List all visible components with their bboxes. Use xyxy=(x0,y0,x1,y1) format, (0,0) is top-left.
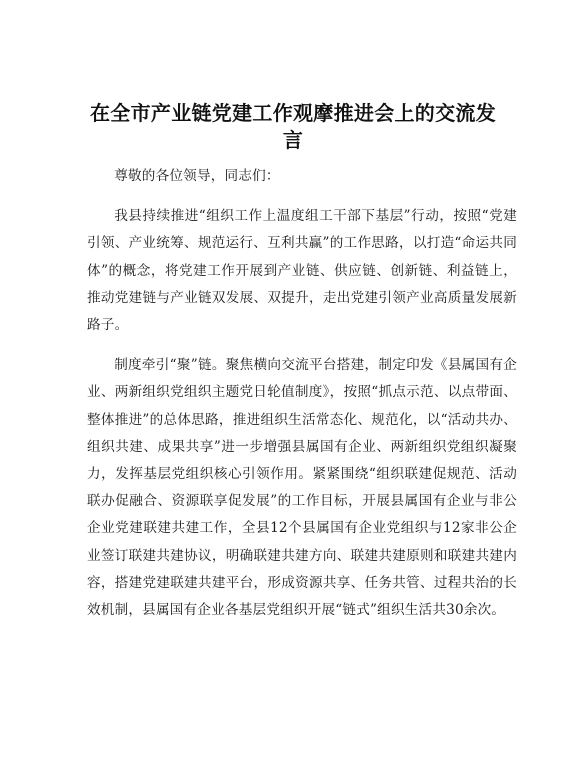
greeting-line: 尊敬的各位领导，同志们： xyxy=(114,168,280,184)
paragraph-intro: 我县持续推进“组织工作上温度组工干部下基层”行动，按照“党建引领、产业统筹、规范运行、互利共赢”的工作思路，以打造“命运共同体”的概念，将党建工作开展到产业链、供应链、创新链、利益链上，推动党建链与产业链双发展、双提升，走出党建引领产业高质量发展新路子。 xyxy=(87,208,517,334)
document-title: 在全市产业链党建工作观摩推进会上的交流发言 xyxy=(90,101,496,152)
document-body xyxy=(87,163,517,624)
paragraph-institution: 制度牵引“聚”链。聚焦横向交流平台搭建，制定印发《县属国有企业、两新组织党组织主题党日轮值制度》，按照“抓点示范、以点带面、整体推进”的总体思路，推进组织生活常态化、规范化，以“活动共办、组织共建、成果共享”进一步增强县属国有企业、两新组织党组织凝聚力，发挥基层党组织核心引领作用。紧紧围绕“组织联建促规范、活动联办促融合、资源联享促发展”的工作目标，开展县属国有企业与非公企业党建联建共建工作，全县12个县属国有企业党组织与12家非公企业签订联建共建协议，明确联建共建方向、联建共建原则和联建共建内容，搭建党建联建共建平台，形成资源共享、任务共管、过程共治的长效机制，县属国有企业各基层党组织开展“链式”组织生活共30余次。 xyxy=(87,357,517,619)
